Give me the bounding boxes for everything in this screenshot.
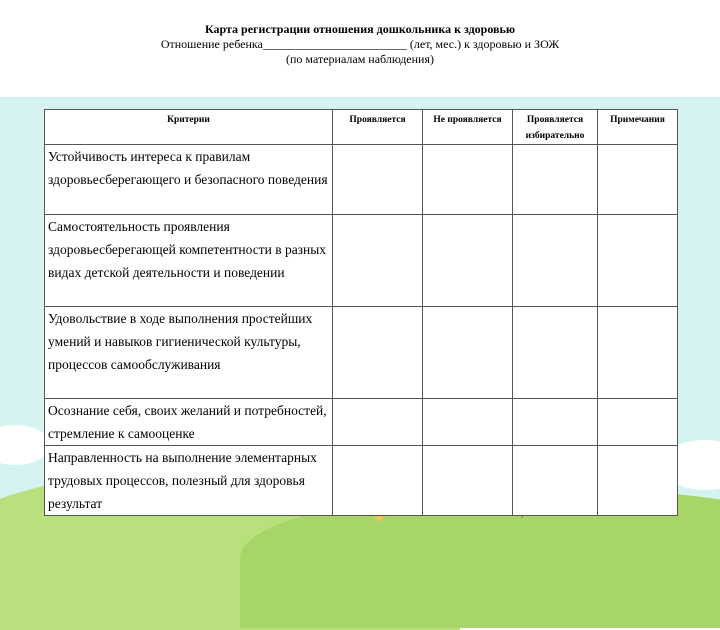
mark-cell[interactable] bbox=[423, 307, 513, 399]
table-row bbox=[45, 399, 678, 446]
notes-cell[interactable] bbox=[598, 145, 678, 215]
mark-cell[interactable] bbox=[333, 399, 423, 446]
notes-cell[interactable] bbox=[598, 399, 678, 446]
mark-cell[interactable] bbox=[423, 446, 513, 516]
observation-note: (по материалам наблюдения) bbox=[286, 52, 434, 66]
document-header bbox=[0, 22, 720, 67]
mark-cell[interactable] bbox=[333, 145, 423, 215]
criterion-cell: Осознание себя, своих желаний и потребностей, стремление к самооценке bbox=[45, 399, 333, 446]
mark-cell[interactable] bbox=[333, 215, 423, 307]
mark-cell[interactable] bbox=[513, 215, 598, 307]
mark-cell[interactable] bbox=[513, 399, 598, 446]
mark-cell[interactable] bbox=[333, 307, 423, 399]
notes-cell[interactable] bbox=[598, 446, 678, 516]
column-header-not-shown: Не проявляется bbox=[423, 110, 513, 145]
mark-cell[interactable] bbox=[423, 145, 513, 215]
table-row bbox=[45, 307, 678, 399]
table-header-row bbox=[45, 110, 678, 145]
column-header-shown: Проявляется bbox=[333, 110, 423, 145]
criterion-cell: Направленность на выполнение элементарных трудовых процессов, полезный для здоровья результат bbox=[45, 446, 333, 516]
document-title: Карта регистрации отношения дошкольника к здоровью bbox=[204, 22, 516, 36]
table-row bbox=[45, 215, 678, 307]
column-header-notes: Примечания bbox=[598, 110, 678, 145]
column-header-criteria: Критерии bbox=[45, 110, 333, 145]
mark-cell[interactable] bbox=[513, 145, 598, 215]
criterion-cell: Устойчивость интереса к правилам здоровьесберегающего и безопасного поведения bbox=[45, 145, 333, 215]
table-row bbox=[45, 145, 678, 215]
mark-cell[interactable] bbox=[423, 215, 513, 307]
mark-cell[interactable] bbox=[513, 446, 598, 516]
mark-cell[interactable] bbox=[333, 446, 423, 516]
mark-cell[interactable] bbox=[423, 399, 513, 446]
notes-cell[interactable] bbox=[598, 307, 678, 399]
notes-cell[interactable] bbox=[598, 215, 678, 307]
child-attitude-line: Отношение ребенка________________________ (лет, мес.) к здоровью и ЗОЖ bbox=[160, 37, 560, 51]
table-row bbox=[45, 446, 678, 516]
criterion-cell: Удовольствие в ходе выполнения простейших умений и навыков гигиенической культуры, процессов самообслуживания bbox=[45, 307, 333, 399]
column-header-selective: Проявляется избирательно bbox=[513, 110, 598, 145]
criteria-table bbox=[44, 109, 678, 516]
criterion-cell: Самостоятельность проявления здоровьесберегающей компетентности в разных видах детской деятельности и поведении bbox=[45, 215, 333, 307]
mark-cell[interactable] bbox=[513, 307, 598, 399]
